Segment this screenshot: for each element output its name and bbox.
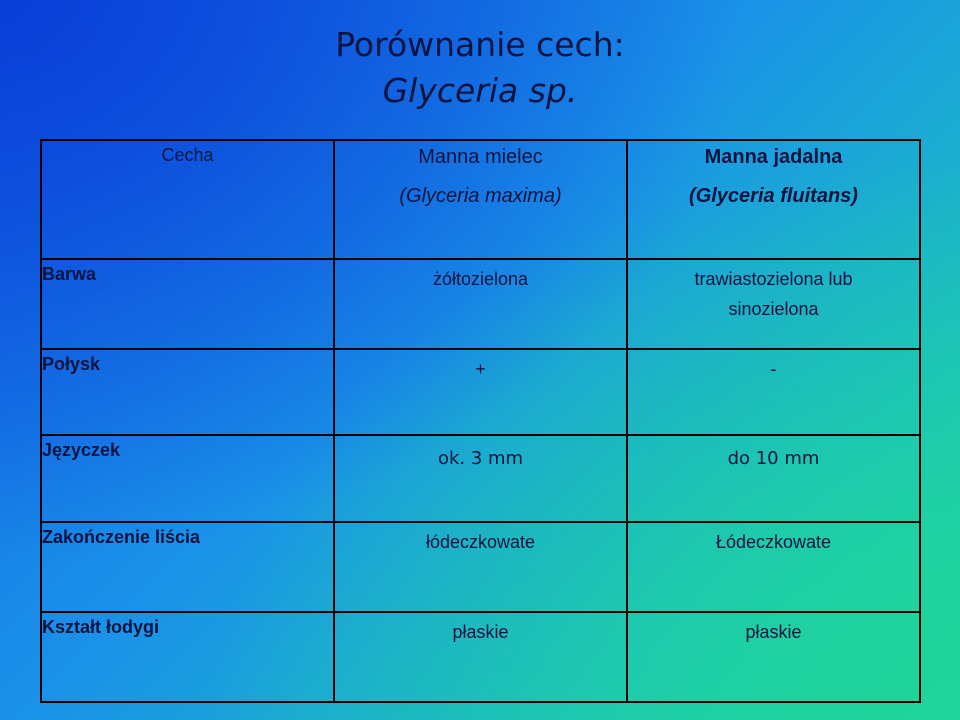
header-feature: Cecha: [41, 140, 334, 259]
row-label: Kształt łodygi: [41, 612, 334, 702]
table-header-row: [41, 140, 920, 259]
header-col1-latin: (Glyceria maxima): [399, 185, 562, 207]
header-manna-mielec: [334, 140, 627, 259]
row-value-col2: płaskie: [627, 612, 920, 702]
row-value-col1: ok. 3 mm: [334, 435, 627, 522]
table-row: [41, 522, 920, 612]
header-col2-name: Manna jadalna: [704, 146, 843, 168]
table-row: [41, 349, 920, 435]
row-label: Języczek: [41, 435, 334, 522]
row-value-col2-line2: sinozielona: [728, 299, 819, 319]
header-col2-latin: (Glyceria fluitans): [689, 185, 858, 207]
comparison-table: [40, 139, 921, 703]
table-row: [41, 259, 920, 349]
row-value-col2: do 10 mm: [627, 435, 920, 522]
row-value-col1: łódeczkowate: [334, 522, 627, 612]
title-line-1: Porównanie cech:: [335, 25, 625, 64]
row-value-col1: płaskie: [334, 612, 627, 702]
row-label: Barwa: [41, 259, 334, 349]
row-value-col2: -: [627, 349, 920, 435]
row-label: Zakończenie liścia: [41, 522, 334, 612]
row-value-col2: [627, 259, 920, 349]
header-col1-name: Manna mielec: [418, 146, 543, 168]
row-value-col1: +: [334, 349, 627, 435]
row-value-col1: żółtozielona: [334, 259, 627, 349]
table-row: [41, 612, 920, 702]
table-row: [41, 435, 920, 522]
row-label: Połysk: [41, 349, 334, 435]
row-value-col2: Łódeczkowate: [627, 522, 920, 612]
title-line-2: Glyceria sp.: [382, 71, 578, 110]
header-manna-jadalna: [627, 140, 920, 259]
row-value-col2-line1: trawiastozielona lub: [694, 269, 853, 289]
slide-title: [300, 22, 660, 114]
